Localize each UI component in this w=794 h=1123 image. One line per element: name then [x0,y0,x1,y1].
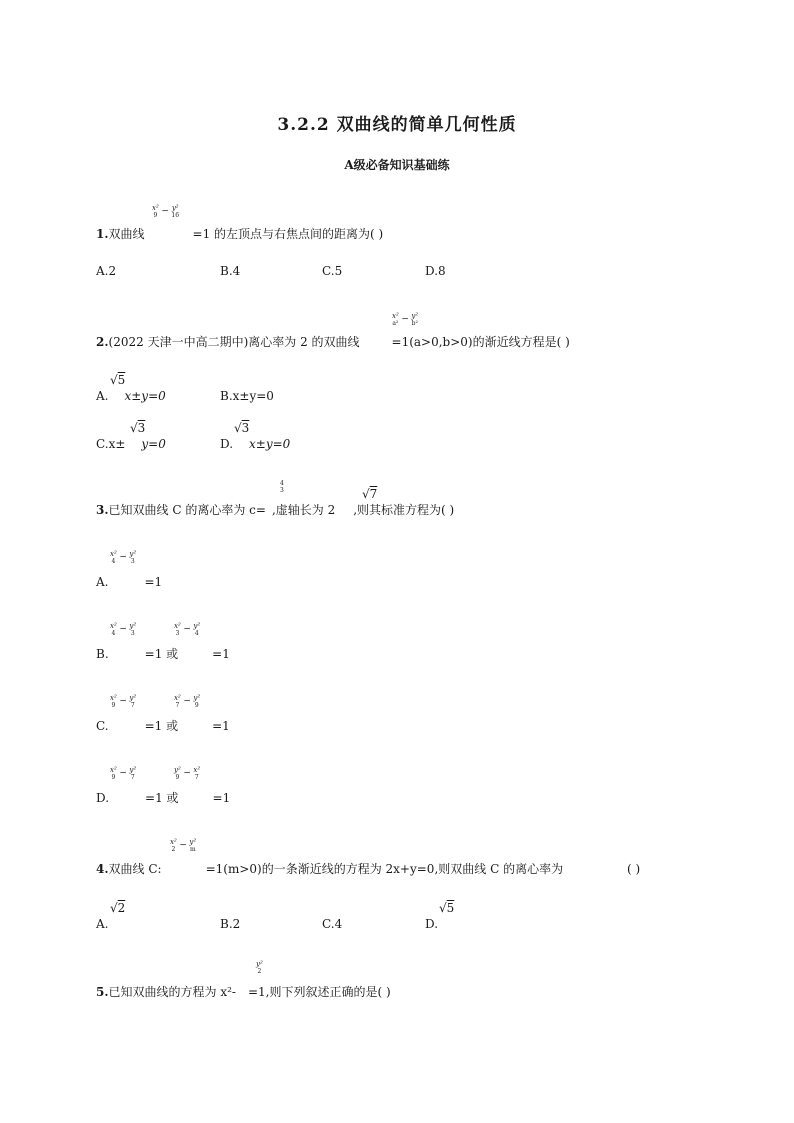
q1-equation: x² 9 − y² 16 [152,204,180,219]
section-subtitle: A级必备知识基础练 [344,158,450,172]
q3-option-d-equation-1: x² 9 − y² 7 [110,766,137,781]
q1-stem: 1.双曲线 =1 的左顶点与右焦点间的距离为( ) [96,227,384,241]
q3-sqrt: √7 [362,487,378,501]
q3-stem: 3.已知双曲线 C 的离心率为 c= ,虚轴长为 2 ,则其标准方程为( ) [96,503,455,517]
q2-option-c: C.x± y=0 [96,437,166,451]
q4-option-d: D. [425,917,439,931]
q1-option-c: C.5 [322,264,343,278]
q4-stem: 4.双曲线 C: =1(m>0)的一条渐近线的方程为 2x+y=0,则双曲线 C 的离心率为 [96,862,564,876]
q5-fraction: y² 2 [256,960,263,975]
q4-option-d-sqrt: √5 [439,901,455,915]
q3-option-b: B. =1 或 =1 [96,647,230,661]
q1-option-b: B.4 [220,264,241,278]
q3-option-d: D. =1 或 =1 [96,791,231,805]
q3-option-a: A. =1 [96,575,163,589]
q2-option-a: A. x±y=0 [96,389,166,403]
q3-eccentricity-fraction: 4 3 [280,480,284,494]
q3-option-c-equation-2: x² 7 − y² 9 [174,694,201,709]
q2-option-a-sqrt: √5 [110,373,126,387]
q4-option-a: A. [96,917,109,931]
q3-option-b-equation-2: x² 3 − y² 4 [174,622,201,637]
q3-option-c: C. =1 或 =1 [96,719,230,733]
q2-equation: x² a² − y² b² [392,312,419,327]
q4-option-c: C.4 [322,917,343,931]
q3-option-b-equation-1: x² 4 − y² 3 [110,622,137,637]
q5-stem: 5.已知双曲线的方程为 x²- =1,则下列叙述正确的是( ) [96,985,391,999]
q4-option-a-sqrt: √2 [110,901,126,915]
q2-option-b: B.x±y=0 [220,389,274,403]
q3-option-c-equation-1: x² 9 − y² 7 [110,694,137,709]
q4-equation: x² 2 − y² m [170,838,197,853]
q4-option-b: B.2 [220,917,241,931]
q3-option-a-equation: x² 4 − y² 3 [110,550,137,565]
q4-answer-paren: ( ) [627,862,641,876]
q2-stem: 2.(2022 天津一中高二期中)离心率为 2 的双曲线 =1(a>0,b>0)的渐近线方程是( ) [96,335,570,349]
q2-option-d-sqrt: √3 [234,421,250,435]
q2-option-d: D. x±y=0 [220,437,291,451]
q3-option-d-equation-2: y² 9 − x² 7 [174,766,201,781]
q1-option-d: D.8 [425,264,446,278]
q1-option-a: A.2 [96,264,117,278]
q2-option-c-sqrt: √3 [130,421,146,435]
page-title: 3.2.2 双曲线的简单几何性质 [277,115,517,135]
